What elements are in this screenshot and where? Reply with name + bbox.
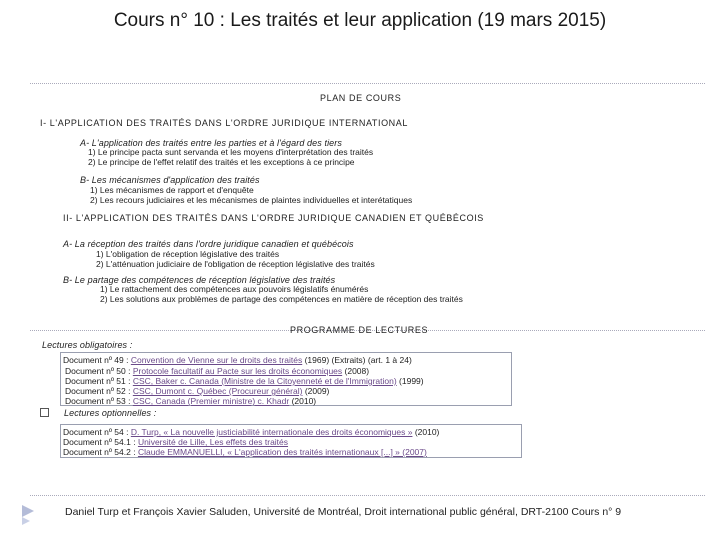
- document-link[interactable]: Claude EMMANUELLI, « L'application des traités internationaux [...] » (2007): [137, 447, 427, 457]
- document-number: Document nº 53 :: [65, 396, 133, 406]
- section-b-item-2: 2) Les recours judiciaires et les mécanismes de plaintes individuelles et interétatiques: [90, 195, 413, 205]
- optional-readings-label: Lectures optionnelles :: [64, 408, 157, 418]
- document-number: Document nº 49 :: [63, 355, 131, 365]
- document-49: [63, 355, 412, 365]
- section-d-item-2: 2) Les solutions aux problèmes de partage des compétences en matière de réception des traités: [100, 294, 463, 304]
- section-b-item-1: 1) Les mécanismes de rapport et d'enquête: [90, 185, 254, 195]
- document-number: Document nº 50 :: [65, 366, 133, 376]
- section-a-item-1: 1) Le principe pacta sunt servanda et les moyens d'interprétation des traités: [88, 147, 374, 157]
- document-link[interactable]: D. Turp, « La nouvelle justiciabilité internationale des droits économiques »: [130, 427, 413, 437]
- section-c-heading: A- La réception des traités dans l'ordre juridique canadien et québécois: [63, 239, 354, 249]
- document-51: [65, 376, 424, 386]
- section-c-item-1: 1) L'obligation de réception législative des traités: [96, 249, 280, 259]
- arrow-decoration-icon: [22, 505, 34, 517]
- document-detail: (2010): [412, 427, 440, 437]
- document-52: [65, 386, 329, 396]
- document-link[interactable]: CSC, Baker c. Canada (Ministre de la Citoyenneté et de l'Immigration): [132, 376, 397, 386]
- document-number: Document nº 51 :: [65, 376, 133, 386]
- section-a-item-2: 2) Le principe de l'effet relatif des traités et les exceptions à ce principe: [88, 157, 355, 167]
- document-number: Document nº 54.2 :: [63, 447, 138, 457]
- document-link[interactable]: Convention de Vienne sur le droits des traités: [130, 355, 303, 365]
- required-readings-label: Lectures obligatoires :: [42, 340, 133, 350]
- document-detail: (1969) (Extraits) (art. 1 à 24): [302, 355, 412, 365]
- section-b-heading: B- Les mécanismes d'application des traités: [80, 175, 260, 185]
- document-54-2: [63, 447, 427, 457]
- section-c-item-2: 2) L'atténuation judiciaire de l'obligation de réception législative des traités: [96, 259, 375, 269]
- plan-heading: PLAN DE COURS: [320, 93, 402, 103]
- separator-line: [30, 83, 705, 84]
- part-2-heading: II- L'APPLICATION DES TRAITÉS DANS L'ORDRE JURIDIQUE CANADIEN ET QUÉBÉCOIS: [63, 213, 484, 223]
- document-detail: (2008): [342, 366, 370, 376]
- document-link[interactable]: CSC, Canada (Premier ministre) c. Khadr: [132, 396, 290, 406]
- document-detail: (2009): [302, 386, 330, 396]
- document-link[interactable]: Université de Lille, Les effets des traités: [137, 437, 289, 447]
- section-d-item-1: 1) Le rattachement des compétences aux pouvoirs législatifs énumérés: [100, 284, 369, 294]
- section-d-heading: B- Le partage des compétences de réception législative des traités: [63, 275, 336, 285]
- document-detail: (2010): [289, 396, 317, 406]
- document-number: Document nº 54 :: [63, 427, 131, 437]
- checkbox-bullet-icon: [40, 408, 49, 417]
- part-1-heading: I- L'APPLICATION DES TRAITÉS DANS L'ORDRE JURIDIQUE INTERNATIONAL: [40, 118, 408, 128]
- document-54-1: [63, 437, 288, 447]
- document-53: [65, 396, 316, 406]
- footer: Daniel Turp et François Xavier Saluden, Université de Montréal, Droit international public général, DRT-2100 Cours n° 9: [65, 506, 622, 518]
- document-50: [65, 366, 369, 376]
- document-link[interactable]: Protocole facultatif au Pacte sur les droits économiques: [132, 366, 343, 376]
- document-54: [63, 427, 439, 437]
- section-a-heading: A- L'application des traités entre les parties et à l'égard des tiers: [80, 138, 342, 148]
- page-title: Cours n° 10 : Les traités et leur application (19 mars 2015): [113, 10, 607, 31]
- document-detail: (1999): [396, 376, 424, 386]
- arrow-decoration-icon: [22, 517, 30, 525]
- document-number: Document nº 54.1 :: [63, 437, 138, 447]
- document-link[interactable]: CSC, Dumont c. Québec (Procureur général): [132, 386, 303, 396]
- separator-line: [30, 495, 705, 496]
- document-number: Document nº 52 :: [65, 386, 133, 396]
- readings-heading: PROGRAMME DE LECTURES: [290, 325, 429, 335]
